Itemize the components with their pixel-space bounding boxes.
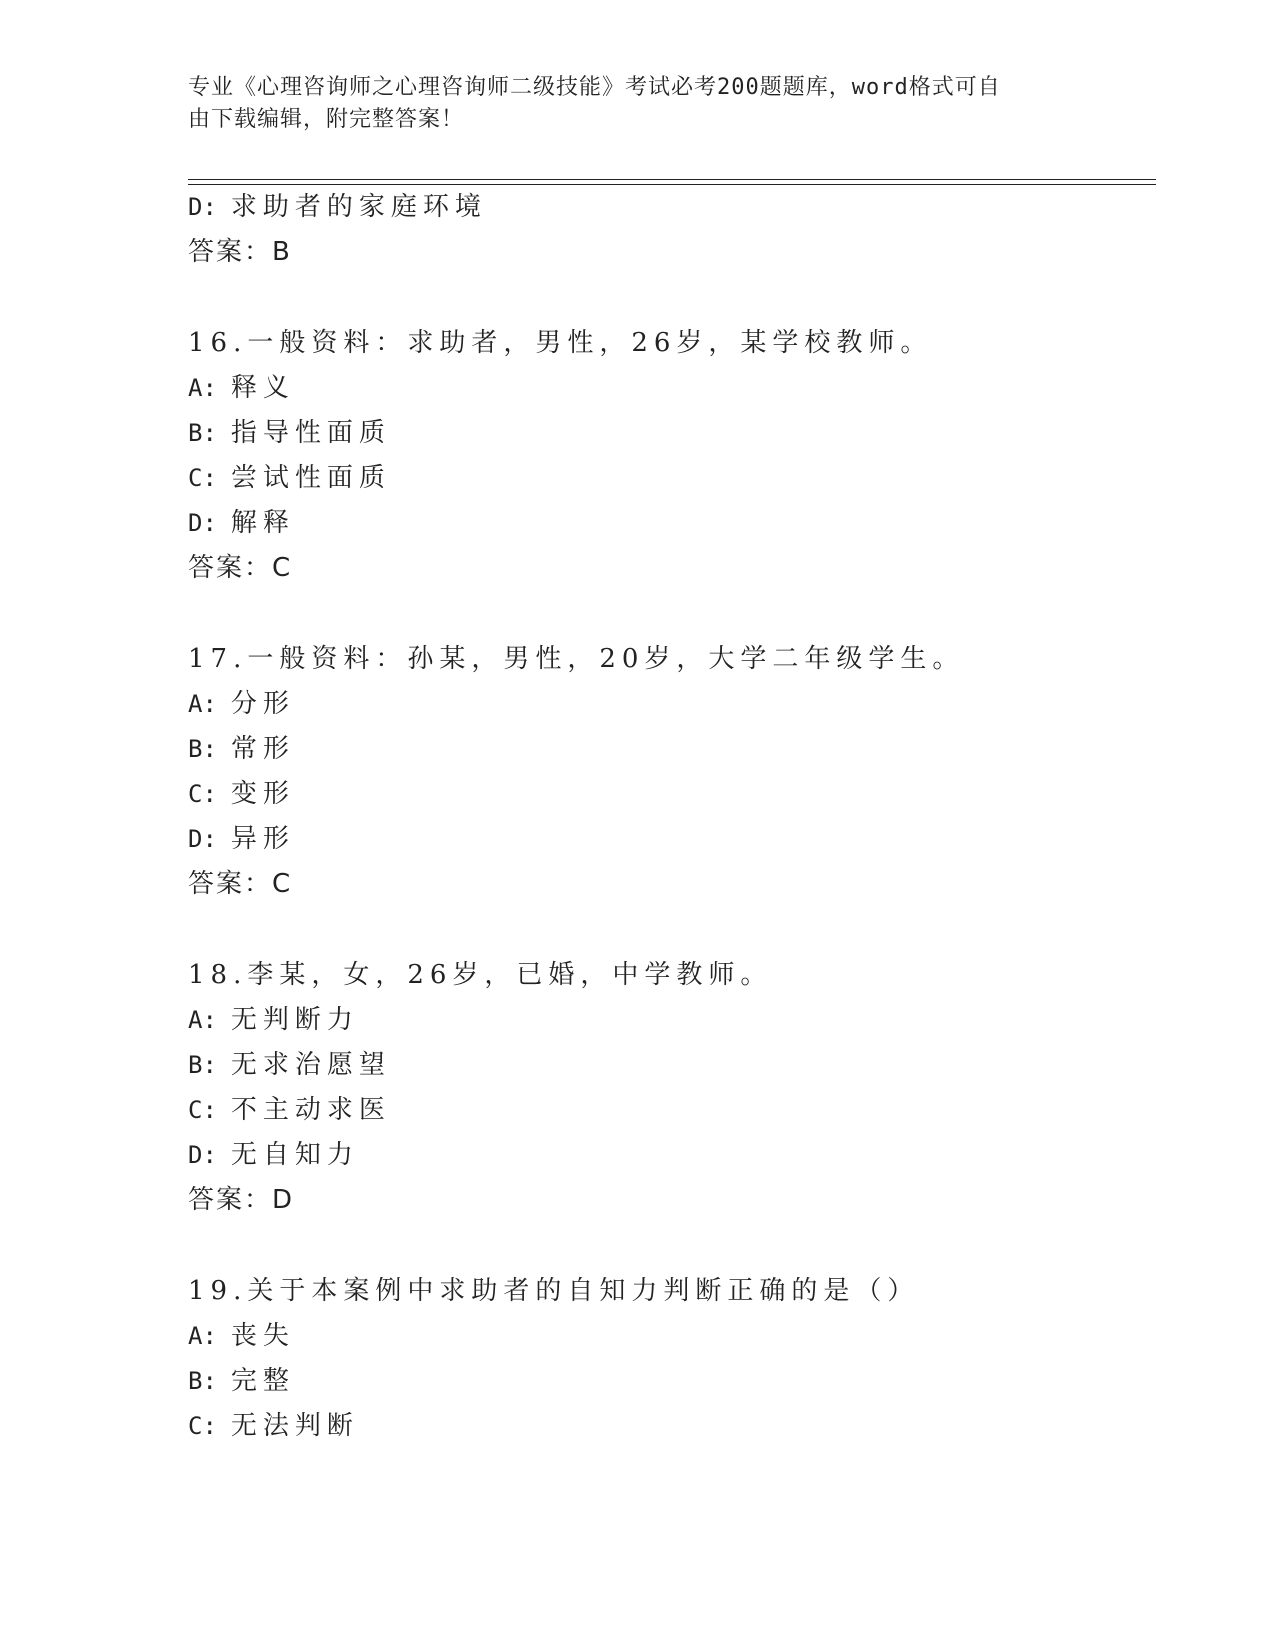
option-text: 不主动求医: [230, 1095, 391, 1125]
question-line: 18.李某，女，26岁，已婚，中学教师。: [188, 960, 773, 990]
question-line: 19.关于本案例中求助者的自知力判断正确的是（）: [188, 1276, 920, 1306]
option-line: [188, 461, 391, 495]
option-line: [188, 1409, 359, 1443]
option-prefix: A:: [188, 690, 217, 718]
option-text: 无判断力: [230, 1005, 359, 1035]
option-text: 变形: [230, 779, 295, 809]
option-line: [188, 687, 295, 721]
header-line-2: 由下载编辑，附完整答案！: [188, 107, 465, 132]
option-line: [188, 371, 295, 405]
option-text: 解释: [230, 508, 295, 538]
option-line: [188, 1048, 391, 1082]
option-text: 分形: [230, 689, 295, 719]
option-text: 无自知力: [230, 1140, 359, 1170]
option-prefix: C:: [188, 780, 217, 808]
option-line: [188, 777, 295, 811]
answer-line: 答案：C: [188, 869, 293, 899]
answer-line: 答案：C: [188, 553, 293, 583]
option-text: 释义: [230, 373, 295, 403]
option-prefix: D:: [188, 509, 217, 537]
option-line: [188, 1003, 359, 1037]
option-prefix: C:: [188, 464, 217, 492]
option-prefix: C:: [188, 1412, 217, 1440]
option-prefix: A:: [188, 374, 217, 402]
option-line: [188, 1138, 359, 1172]
option-line: [188, 506, 295, 540]
option-prefix: B:: [188, 1367, 217, 1395]
option-prefix: D:: [188, 825, 217, 853]
option-prefix: A:: [188, 1006, 217, 1034]
option-line: [188, 732, 295, 766]
option-line: [188, 190, 487, 224]
option-line: [188, 1319, 295, 1353]
option-line: [188, 416, 391, 450]
option-text: 丧失: [230, 1321, 295, 1351]
option-text: 求助者的家庭环境: [230, 192, 487, 222]
option-text: 指导性面质: [230, 418, 391, 448]
question-line: 16.一般资料：求助者，男性，26岁，某学校教师。: [188, 328, 933, 358]
option-text: 无法判断: [230, 1411, 359, 1441]
option-prefix: B:: [188, 419, 217, 447]
option-prefix: D:: [188, 193, 217, 221]
answer-line: 答案：D: [188, 1185, 295, 1215]
option-text: 完整: [230, 1366, 295, 1396]
option-line: [188, 822, 295, 856]
option-text: 尝试性面质: [230, 463, 391, 493]
option-line: [188, 1364, 295, 1398]
option-prefix: A:: [188, 1322, 217, 1350]
option-prefix: B:: [188, 1051, 217, 1079]
header-rule-bottom: [188, 184, 1156, 185]
option-text: 无求治愿望: [230, 1050, 391, 1080]
option-prefix: C:: [188, 1096, 217, 1124]
answer-line: 答案：B: [188, 237, 292, 267]
header-line-1: 专业《心理咨询师之心理咨询师二级技能》考试必考200题题库，word格式可自: [188, 75, 1001, 100]
option-prefix: D:: [188, 1141, 217, 1169]
option-text: 常形: [230, 734, 295, 764]
document-header: [188, 72, 1068, 136]
option-line: [188, 1093, 391, 1127]
header-rule-top: [188, 179, 1156, 180]
option-prefix: B:: [188, 735, 217, 763]
question-line: 17.一般资料：孙某，男性，20岁，大学二年级学生。: [188, 644, 965, 674]
option-text: 异形: [230, 824, 295, 854]
